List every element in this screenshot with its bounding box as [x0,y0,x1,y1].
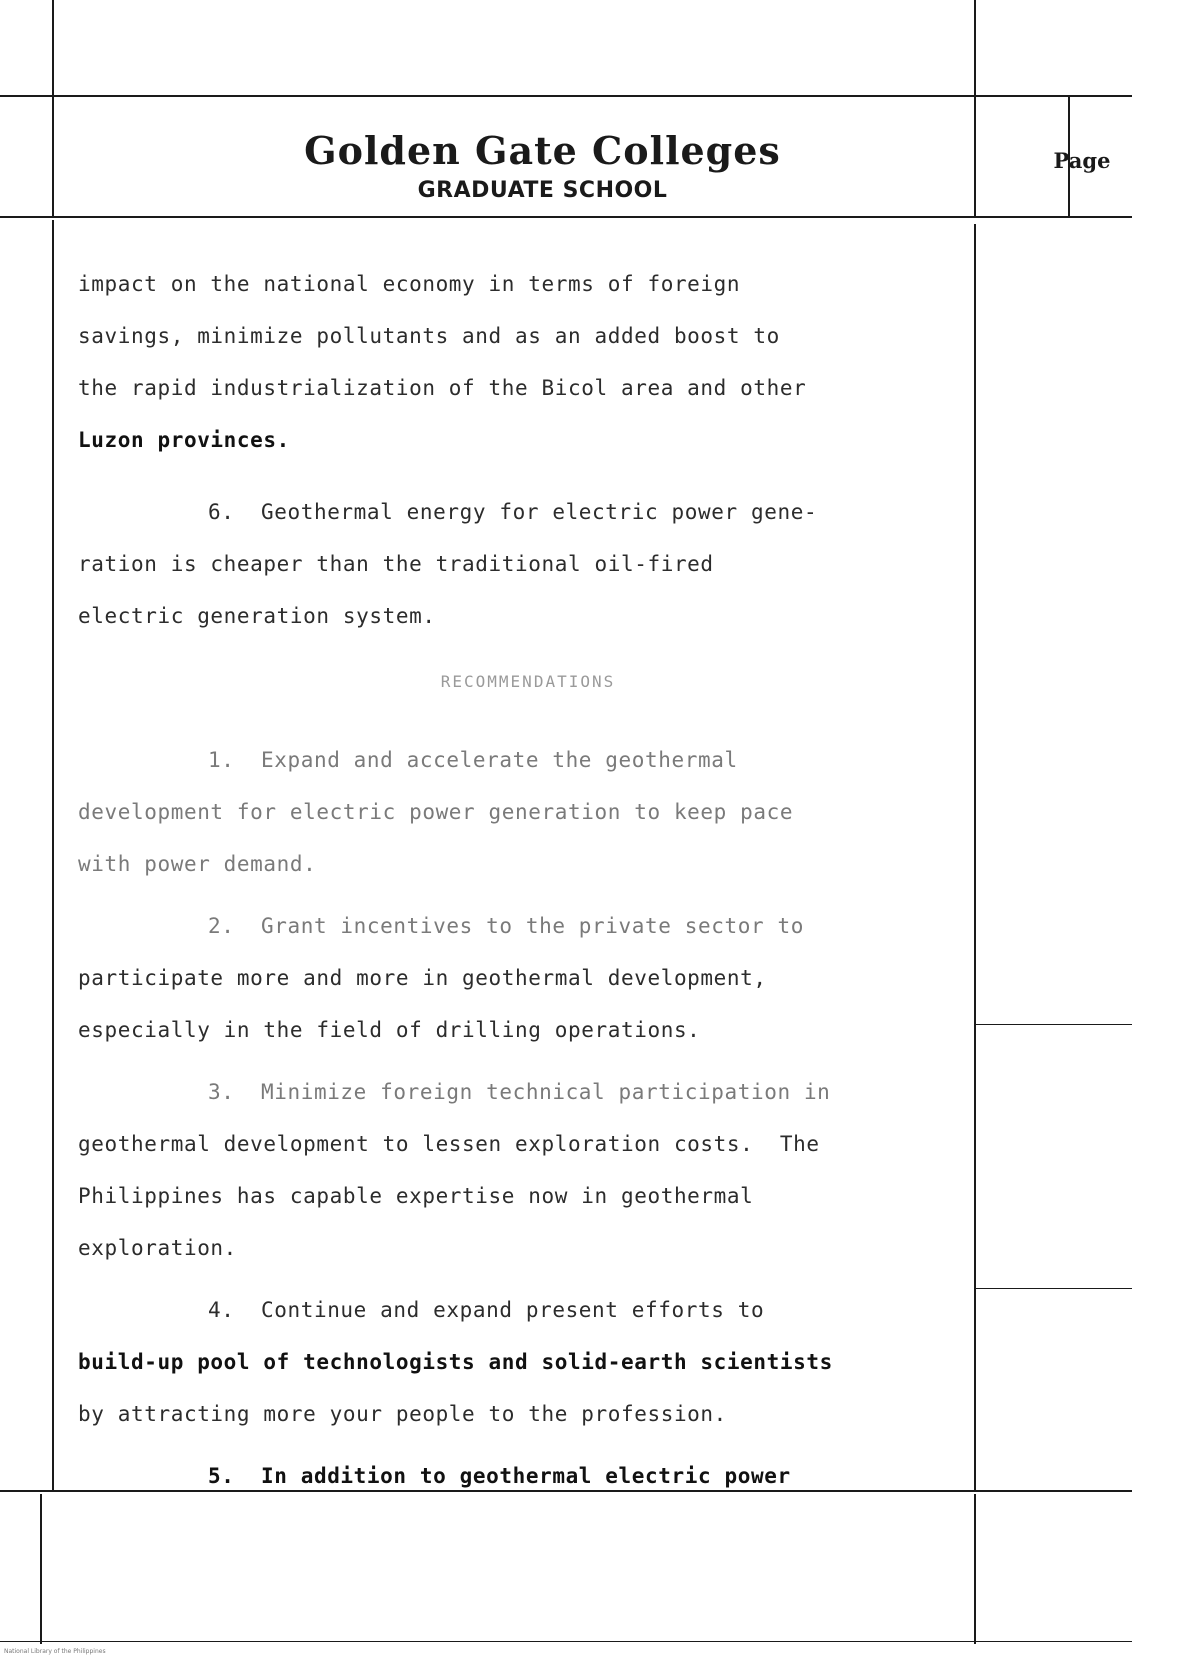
body-line: impact on the national economy in terms of foreign [78,272,741,296]
body-line: participate more and more in geothermal development, [78,966,767,990]
left-margin-rule-top [52,0,54,95]
right-column-rule-1 [976,1024,1132,1025]
body-line: the rapid industrialization of the Bicol area and other [78,376,807,400]
recommendations-heading: RECOMMENDATIONS [440,672,616,691]
body-line: Philippines has capable expertise now in geothermal [78,1184,754,1208]
conclusion-item-6: 6. Geothermal energy for electric power gene- [208,500,818,524]
body-line: development for electric power generation to keep pace [78,800,794,824]
recommendation-1: 1. Expand and accelerate the geothermal [208,748,738,772]
document-body [78,258,978,1502]
body-line: exploration. [78,1236,237,1260]
school-name: GRADUATE SCHOOL [417,178,668,203]
page-number-label: Page [1053,148,1111,173]
institution-name: Golden Gate Colleges [304,128,781,173]
body-line: ration is cheaper than the traditional oil-fired [78,552,714,576]
header-bottom-rule [0,216,1132,218]
right-column-rule-2 [976,1288,1132,1289]
body-line: electric generation system. [78,604,436,628]
body-line: by attracting more your people to the profession. [78,1402,727,1426]
body-line: savings, minimize pollutants and as an added boost to [78,324,780,348]
footer-bottom-rule [0,1641,1132,1642]
left-margin-rule-footer [40,1494,42,1644]
recommendation-5: 5. In addition to geothermal electric power [208,1464,791,1488]
recommendation-2: 2. Grant incentives to the private sector to [208,914,804,938]
header-top-rule [0,95,1132,97]
right-margin-rule-footer [974,1494,976,1644]
body-line: with power demand. [78,852,317,876]
scan-footer-note: National Library of the Philippines [4,1648,106,1655]
body-line: build-up pool of technologists and solid-earth scientists [78,1350,833,1374]
recommendation-4: 4. Continue and expand present efforts to [208,1298,765,1322]
left-margin-rule-body [52,220,54,1490]
right-margin-rule-top [974,0,976,95]
left-margin-rule-header [52,95,54,217]
recommendation-3: 3. Minimize foreign technical participation in [208,1080,831,1104]
body-line: Luzon provinces. [78,428,290,452]
body-line: geothermal development to lessen exploration costs. The [78,1132,820,1156]
body-line: especially in the field of drilling operations. [78,1018,701,1042]
